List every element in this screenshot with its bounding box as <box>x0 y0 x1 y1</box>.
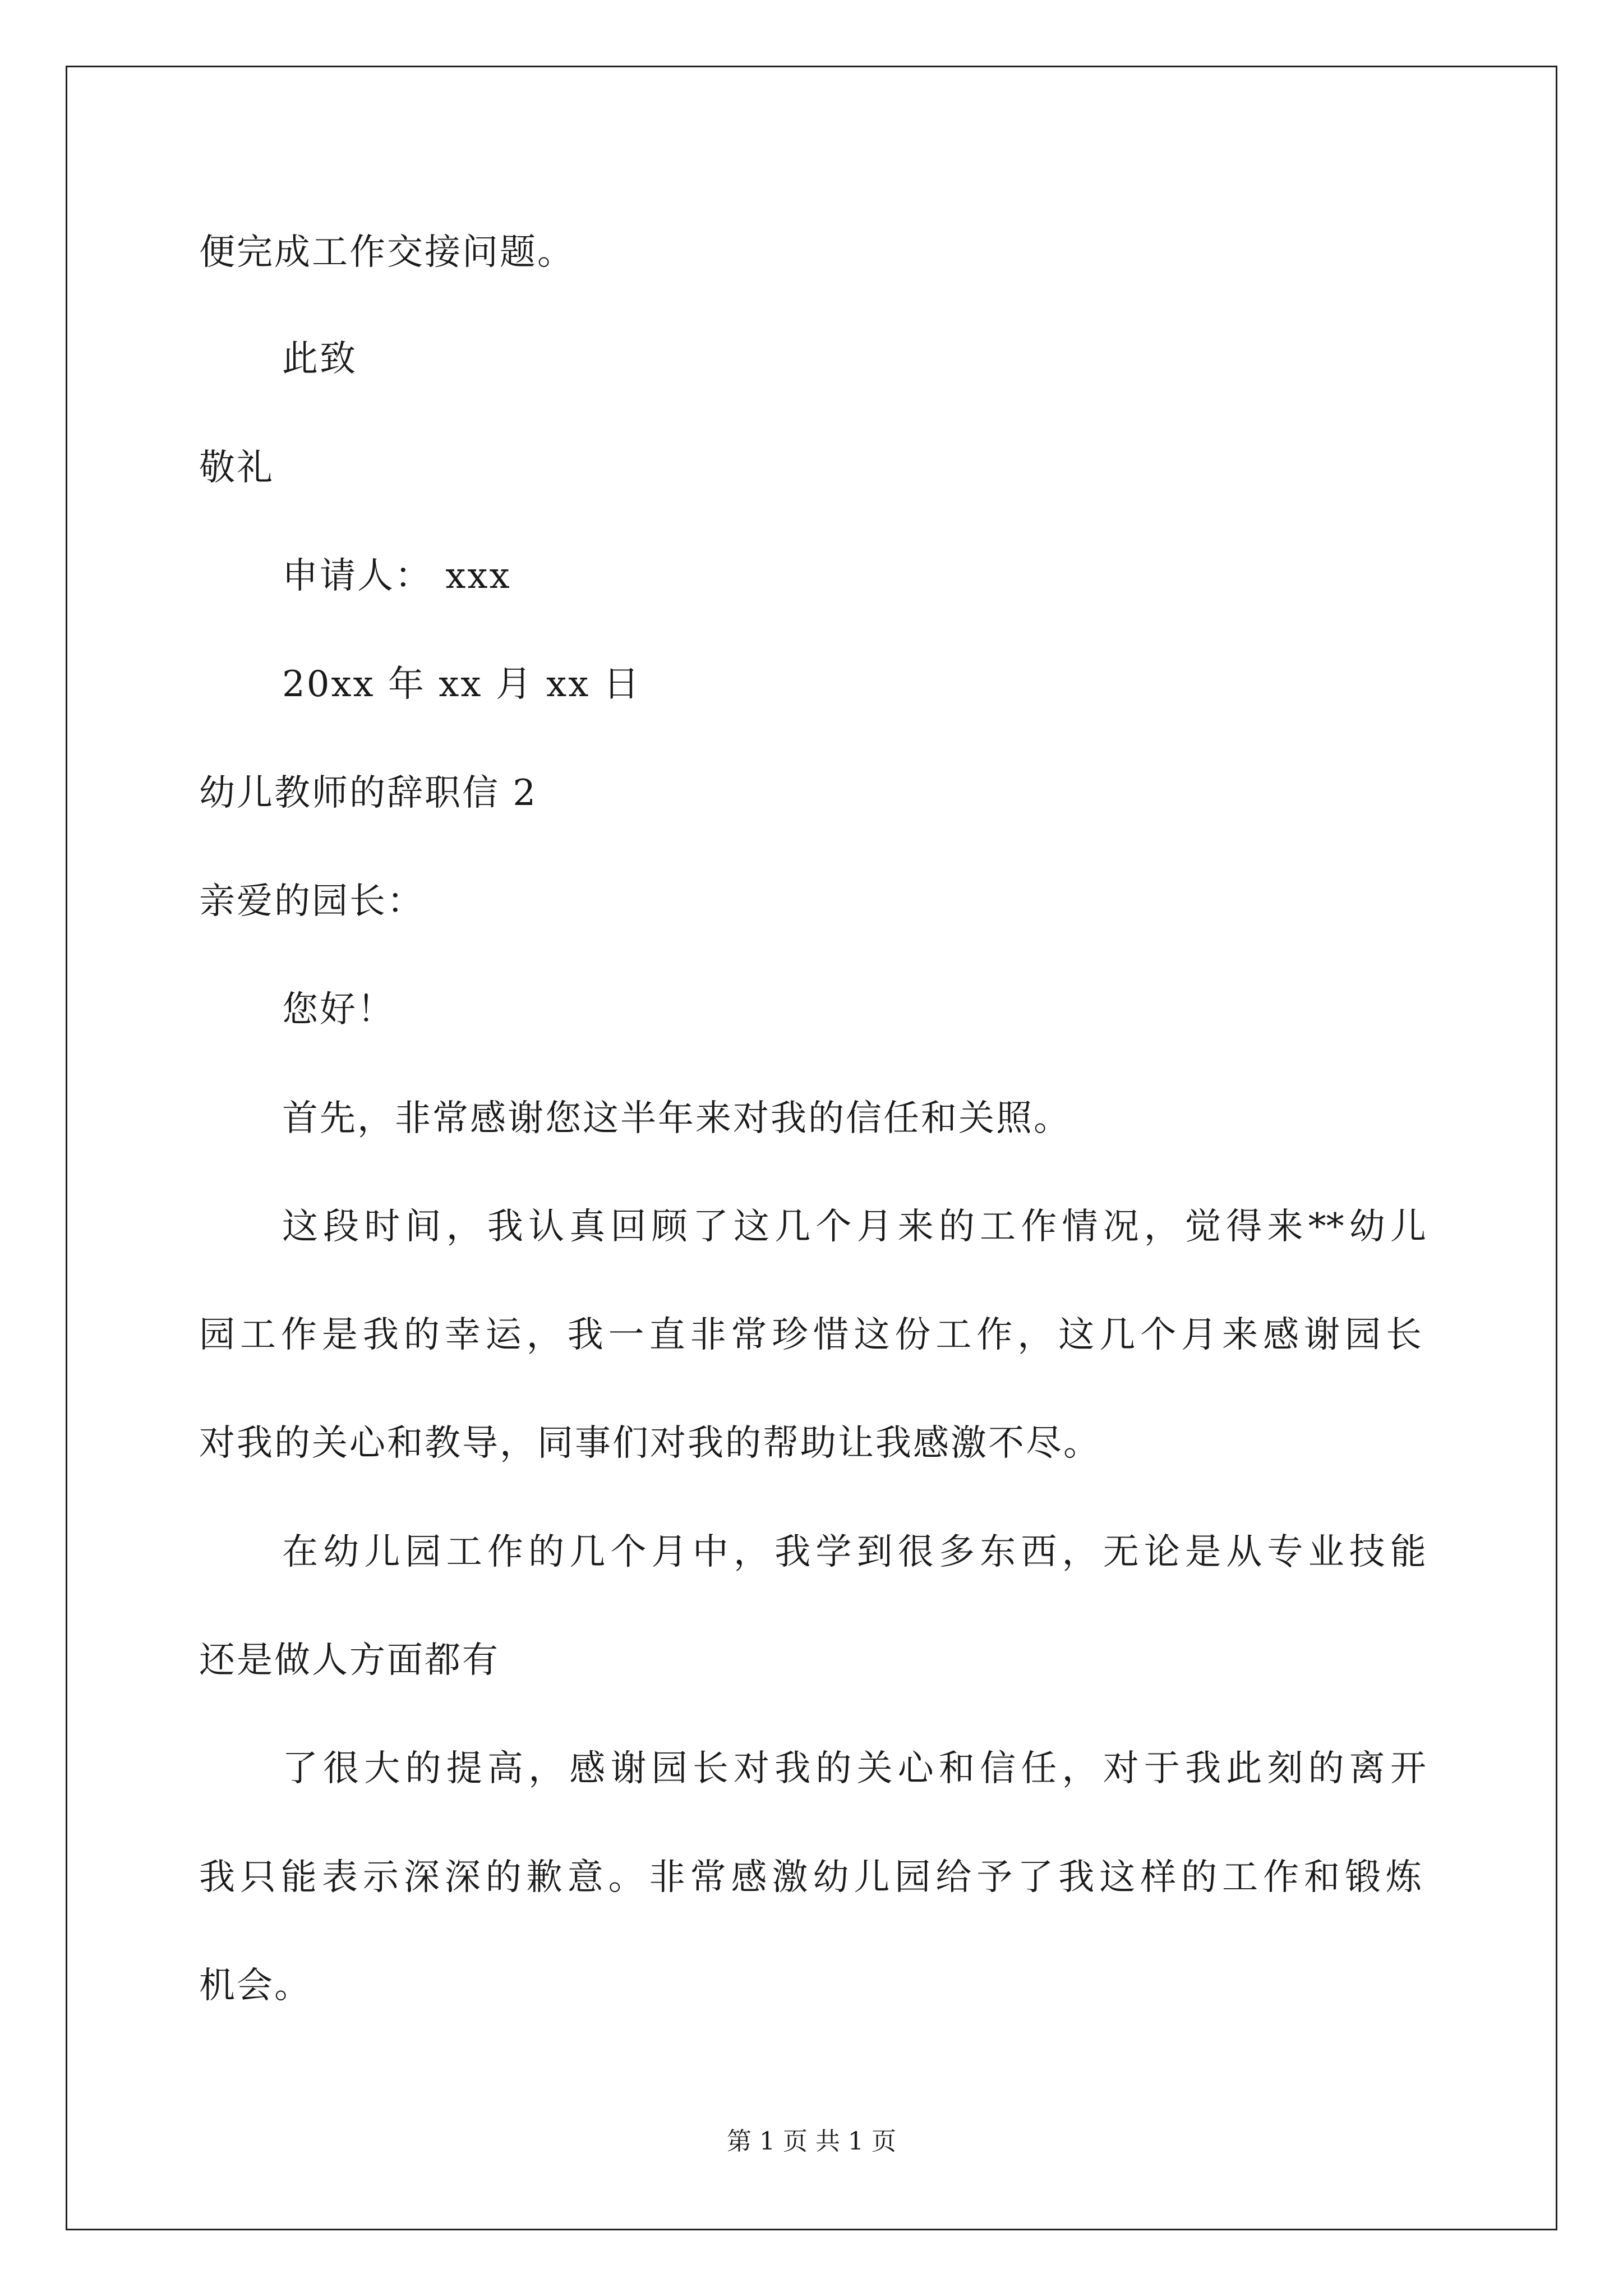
greeting-line: 您好！ <box>282 989 395 1030</box>
text-line: 这段时间，我认真回顾了这几个月来的工作情况，觉得来**幼儿 <box>282 1206 1426 1248</box>
greeting-line: 亲爱的园长： <box>199 881 425 922</box>
text-line: 在幼儿园工作的几个月中，我学到很多东西，无论是从专业技能 <box>282 1531 1426 1573</box>
closing-line: 敬礼 <box>199 447 274 489</box>
text-line: 园工作是我的幸运，我一直非常珍惜这份工作，这几个月来感谢园长 <box>199 1314 1422 1356</box>
date-line: 20xx 年 xx 月 xx 日 <box>282 664 641 705</box>
text-line: 我只能表示深深的歉意。非常感激幼儿园给予了我这样的工作和锻炼 <box>199 1857 1422 1898</box>
text-line: 对我的关心和教导，同事们对我的帮助让我感激不尽。 <box>199 1423 1101 1464</box>
text-line: 便完成工作交接问题。 <box>199 232 575 273</box>
salutation-line: 此致 <box>282 338 357 380</box>
letter-title: 幼儿教师的辞职信 2 <box>199 772 538 814</box>
text-line: 机会。 <box>199 1965 312 2007</box>
text-line: 了很大的提高，感谢园长对我的关心和信任，对于我此刻的离开 <box>282 1748 1426 1789</box>
page-border <box>66 66 1557 2230</box>
text-line: 首先，非常感谢您这半年来对我的信任和关照。 <box>282 1098 1071 1139</box>
text-line: 还是做人方面都有 <box>199 1640 500 1681</box>
applicant-line: 申请人： xxx <box>282 555 511 597</box>
page-number-footer: 第 1 页 共 1 页 <box>727 2127 896 2156</box>
